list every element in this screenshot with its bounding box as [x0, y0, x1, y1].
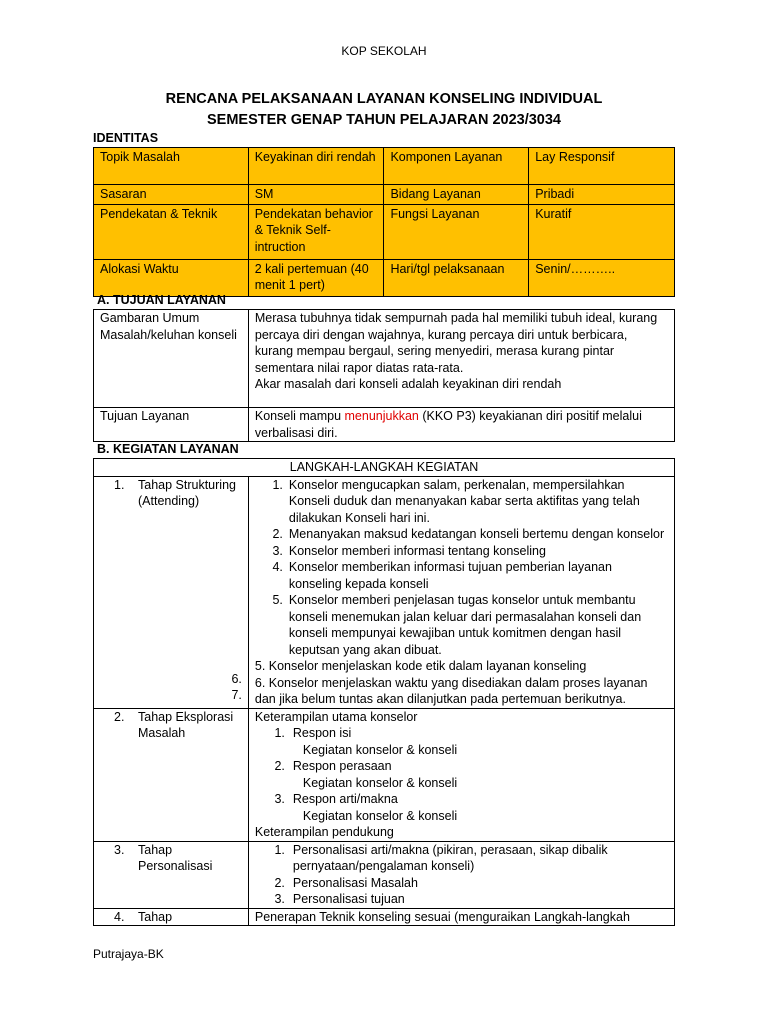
- item-text: Personalisasi tujuan: [292, 892, 405, 906]
- tujuan-table: [93, 309, 675, 442]
- item-text: Konselor mengucapkan salam, perkenalan, mempersilahkan Konseli duduk dan menanyakan kabar serta aktifitas yang telah dilakukan Konseli hari ini.: [288, 477, 640, 525]
- identitas-value: Pendekatan behavior & Teknik Self-intruction: [248, 204, 384, 259]
- item-text: Personalisasi Masalah: [292, 875, 418, 890]
- list-item: [255, 758, 668, 775]
- stage-activities: [248, 841, 674, 908]
- footer-text: Putrajaya-BK: [93, 947, 164, 961]
- stage-label: [100, 477, 242, 510]
- item-text: Respon arti/makna: [292, 792, 398, 806]
- stage-cell: [94, 841, 249, 908]
- item-number: 2.: [272, 527, 283, 541]
- identitas-value: SM: [248, 185, 384, 205]
- tujuan-text-end: (KKO P3) keyakianan diri positif melalui verbalisasi diri.: [254, 409, 642, 440]
- identitas-heading: IDENTITAS: [93, 131, 159, 145]
- table-row: [94, 259, 675, 296]
- identitas-label: Komponen Layanan: [384, 148, 529, 185]
- stage-activities: Penerapan Teknik konseling sesuai (menguraikan Langkah-langkah: [248, 908, 674, 926]
- list-item: [255, 725, 668, 742]
- identitas-table: [93, 147, 675, 297]
- item-number: 4.: [272, 560, 283, 574]
- item-number: 1.: [274, 842, 285, 857]
- item-text: Menanyakan maksud kedatangan konseli bertemu dengan konselor: [288, 527, 665, 541]
- gambaran-label: Gambaran Umum Masalah/keluhan konseli: [94, 310, 249, 408]
- list-item: [255, 842, 668, 875]
- table-row: [94, 204, 675, 259]
- list-item: [255, 559, 668, 592]
- stage-cell: [94, 908, 249, 926]
- list-item: [255, 592, 668, 658]
- tujuan-heading: A. TUJUAN LAYANAN: [97, 293, 226, 307]
- document-title: RENCANA PELAKSANAAN LAYANAN KONSELING INDIVIDUAL: [165, 91, 603, 107]
- item-text: Konselor memberi penjelasan tugas konselor untuk membantu konseli menemukan jalan keluar dari permasalahan konseli dan konseli mempunyai kewajiban untuk komitmen dengan hasil keputsan yang akan dibuat.: [288, 593, 642, 657]
- stage-number: 6.: [231, 671, 242, 686]
- stage-number: 2.: [114, 709, 125, 724]
- identitas-value: Keyakinan diri rendah: [248, 148, 384, 185]
- stage-activities: [248, 708, 674, 841]
- identitas-label: Fungsi Layanan: [384, 204, 529, 259]
- table-row: [94, 708, 675, 841]
- stage-number: 3.: [114, 842, 125, 857]
- identitas-label: Hari/tgl pelaksanaan: [384, 259, 529, 296]
- stage-number: 7.: [231, 688, 242, 702]
- list-item: [255, 526, 668, 543]
- kegiatan-heading: B. KEGIATAN LAYANAN: [97, 442, 239, 456]
- item-subtext: Kegiatan konselor & konseli: [302, 742, 458, 757]
- kko-verb-highlight: menunjukkan: [344, 409, 419, 423]
- langkah-header: LANGKAH-LANGKAH KEGIATAN: [94, 459, 675, 477]
- tujuan-text-start: Konseli mampu: [254, 409, 345, 423]
- item-text: Personalisasi arti/makna (pikiran, perasaan, sikap dibalik pernyataan/pengalaman konseli): [292, 842, 608, 873]
- item-number: 2.: [274, 875, 285, 890]
- akar-masalah-text: Akar masalah dari konseli adalah keyakinan diri rendah: [254, 377, 562, 391]
- list-outro: Keterampilan pendukung: [254, 825, 394, 839]
- table-row: [94, 476, 675, 708]
- kegiatan-table: [93, 458, 675, 926]
- table-row: [94, 408, 675, 442]
- table-row: [94, 841, 675, 908]
- table-row: [94, 148, 675, 185]
- tujuan-label: Tujuan Layanan: [94, 408, 249, 442]
- table-row: [94, 185, 675, 205]
- list-item: [255, 543, 668, 560]
- item-number: 5.: [272, 593, 283, 607]
- identitas-label: Pendekatan & Teknik: [94, 204, 249, 259]
- stage-name: Tahap: [138, 909, 173, 924]
- stage-label: [100, 709, 242, 742]
- item-number: 2.: [274, 759, 285, 773]
- table-row: [94, 908, 675, 926]
- stage-name: Tahap Personalisasi: [138, 842, 213, 873]
- gambaran-cell: [248, 310, 674, 408]
- list-intro: Keterampilan utama konselor: [254, 709, 418, 724]
- list-item: [255, 891, 668, 908]
- identitas-label: Sasaran: [94, 185, 249, 205]
- document-subtitle: SEMESTER GENAP TAHUN PELAJARAN 2023/3034: [206, 112, 561, 128]
- stage-label: [100, 842, 242, 875]
- identitas-value: Pribadi: [529, 185, 675, 205]
- identitas-value: 2 kali pertemuan (40 menit 1 pert): [248, 259, 384, 296]
- table-row: [94, 310, 675, 408]
- item-subtext: Kegiatan konselor & konseli: [302, 808, 458, 823]
- item-text: Respon isi: [292, 726, 352, 740]
- item-text: Respon perasaan: [292, 759, 392, 773]
- identitas-label: Bidang Layanan: [384, 185, 529, 205]
- identitas-value: Lay Responsif: [529, 148, 675, 185]
- stage-activities: [248, 476, 674, 708]
- item-text: Konselor memberi informasi tentang konseling: [288, 543, 546, 558]
- stage-cell: [94, 476, 249, 708]
- stage-label: [100, 909, 242, 926]
- identitas-label: Topik Masalah: [94, 148, 249, 185]
- item-number: 1.: [274, 726, 285, 740]
- list-item: [255, 477, 668, 527]
- table-row: [94, 459, 675, 477]
- item-subtext: Kegiatan konselor & konseli: [302, 775, 458, 790]
- list-item: [255, 875, 668, 892]
- identitas-label: Alokasi Waktu: [94, 259, 249, 296]
- stage-cell: [94, 708, 249, 841]
- stage-number: 1.: [114, 477, 125, 492]
- stage-number: 4.: [114, 909, 125, 924]
- item-number: 3.: [272, 543, 283, 558]
- identitas-value: Kuratif: [529, 204, 675, 259]
- item-text: Konselor memberikan informasi tujuan pemberian layanan konseling kepada konseli: [288, 560, 612, 591]
- stage-name: Tahap Eksplorasi Masalah: [138, 709, 234, 740]
- item-number: 3.: [274, 792, 285, 806]
- list-item: 5. Konselor menjelaskan kode etik dalam layanan konseling: [254, 659, 587, 673]
- identitas-value: Senin/………..: [529, 259, 675, 296]
- gambaran-text: Merasa tubuhnya tidak sempurnah pada hal memiliki tubuh ideal, kurang percaya diri dengan wajahnya, kurang percaya diri untuk berbicara, kurang mempau bergaul, sering menyediri, merasa kurang pintar sementara nilai rapor diatas rata-rata.: [254, 311, 658, 375]
- tujuan-text: [248, 408, 674, 442]
- item-number: 3.: [274, 892, 285, 906]
- kop-sekolah: KOP SEKOLAH: [341, 44, 427, 58]
- stage-name: Tahap Strukturing (Attending): [138, 477, 236, 508]
- item-number: 1.: [272, 477, 283, 492]
- list-item: [255, 791, 668, 808]
- list-item: 6. Konselor menjelaskan waktu yang disediakan dalam proses layanan dan jika belum tuntas akan dilanjutkan pada pertemuan berikutnya.: [254, 675, 648, 706]
